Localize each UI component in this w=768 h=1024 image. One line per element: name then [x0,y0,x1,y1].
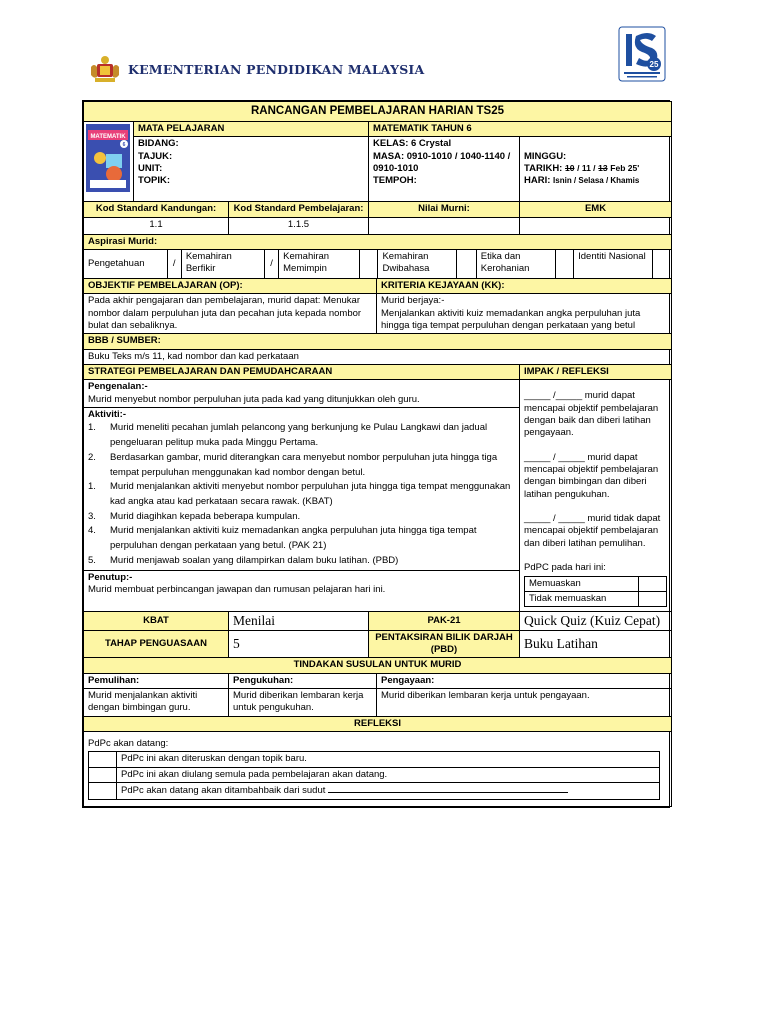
emk-value [520,217,672,234]
hari-row [524,175,667,187]
textbook-cover [84,121,134,201]
masa-label: MASA: 0910-1010 / 1040-1140 / 0910-1010 [373,150,511,174]
aspirasi-checkbox[interactable] [456,250,476,278]
minggu-label: MINGGU: [524,150,567,162]
aspirasi-item: Etika dan Kerohanian [476,250,555,278]
aspirasi-label: Aspirasi Murid: [84,234,672,249]
lesson-context [134,137,369,202]
aktiviti-num: 3. [88,510,96,522]
aspirasi-checkbox[interactable] [555,250,573,278]
aspirasi-item: Identiti Nasional [574,250,653,278]
ksk-label: Kod Standard Kandungan: [84,202,229,217]
refleksi-checkbox[interactable] [89,783,117,799]
refleksi-options [88,751,660,799]
bbm-text: Buku Teks m/s 11, kad nombor dan kad perkataan [84,349,672,364]
pdpc-label: PdPC pada hari ini: [524,562,606,574]
pemulihan-label: Pemulihan: [84,673,229,688]
aktiviti-num: 2. [88,451,96,463]
refleksi-intro: PdPc akan datang: [88,738,169,750]
aktiviti-text: Murid meneliti pecahan jumlah pelancong yang berkunjung ke Pulau Langkawi dan jadual pengeluaran pelitup muka pada Minggu Pertama. [110,422,488,449]
impak-1: _____ /_____ murid dapat mencapai objektif pembelajaran dengan baik dan diberi latihan pengayaan. [524,390,659,439]
aktiviti-item [88,510,515,525]
aktiviti-text: Murid menjalankan aktiviti kuiz memadankan angka perpuluhan juta hingga tiga tempat perpuluhan dengan perkataan yang betul. (PAK 21) [110,525,477,552]
tarikh-label: TARIKH: [524,163,563,175]
refleksi-blank-line[interactable] [328,784,568,793]
ts25-logo-icon [618,26,666,82]
jata-negara-crest-icon [88,53,122,85]
kbat-value: Menilai [229,612,369,631]
ministry-name: KEMENTERIAN PENDIDIKAN MALAYSIA [128,61,425,77]
mata-pelajaran-value: MATEMATIK TAHUN 6 [369,121,672,136]
tarikh-month: Feb 25' [610,163,640,174]
aktiviti-item [88,421,515,450]
refleksi-option-3 [117,783,660,799]
pengenalan-label: Pengenalan:- [88,381,148,393]
ksp-label: Kod Standard Pembelajaran: [229,202,369,217]
aspirasi-checkbox[interactable]: / [167,250,181,278]
pbd-value: Buku Latihan [520,630,672,658]
pak21-label: PAK-21 [369,612,520,631]
aktiviti-num: 1. [88,481,96,493]
rph-form [82,100,670,808]
aspirasi-row [84,249,672,278]
aspirasi-item: Kemahiran Dwibahasa [378,250,456,278]
kbat-label: KBAT [84,612,229,631]
kk-intro: Murid berjaya:- [381,295,445,307]
tarikh-day-c: 13 [598,163,608,174]
aktiviti-num: 1. [88,422,96,434]
form-title: RANCANGAN PEMBELAJARAN HARIAN TS25 [84,102,672,122]
impak-body [520,380,672,612]
impak-2: _____ / _____ murid dapat mencapai objektif pembelajaran dengan bimbingan dan diberi latihan pengukuhan. [524,451,659,500]
date-info [520,137,672,202]
topik-label: TOPIK: [138,175,171,187]
refleksi-option: PdPc ini akan diulang semula pada pembelajaran akan datang. [117,767,660,782]
textbook-cover-icon [86,124,130,192]
ksp-value: 1.1.5 [229,217,369,234]
emk-label: EMK [520,202,672,217]
op-text: Pada akhir pengajaran dan pembelajaran, murid dapat: Menukar nombor dalam perpuluhan juta dan pecahan juta kepada nombor bulat dan sebaliknya. [84,294,377,334]
unit-label: UNIT: [138,162,163,174]
aspirasi-checkbox[interactable]: / [264,250,278,278]
mata-pelajaran-label: MATA PELAJARAN [134,121,369,136]
op-label: OBJEKTIF PEMBELAJARAN (OP): [84,278,377,293]
aktiviti-list [88,421,515,568]
aktiviti-num: 4. [88,525,96,537]
aktiviti-block [84,408,519,571]
svg-text:MATEMATIK: MATEMATIK [90,133,126,140]
kk-cell [377,294,672,334]
aspirasi-item: Kemahiran Berfikir [181,250,264,278]
kk-text: Menjalankan aktiviti kuiz memadankan angka perpuluhan juta hingga tiga tempat perpuluhan dengan perkataan yang betul [381,307,641,331]
tarikh-day-b: / 11 / [577,163,596,174]
penutup-label: Penutup:- [88,571,133,583]
refleksi-option: PdPc ini akan diteruskan dengan topik baru. [117,752,660,767]
aktiviti-text: Murid menjawab soalan yang dilampirkan dalam buku latihan. (PBD) [110,554,399,566]
pengayaan-label: Pengayaan: [377,673,672,688]
svg-text:6: 6 [122,141,126,148]
pengenalan-text: Murid menyebut nombor perpuluhan juta pada kad yang ditunjukkan oleh guru. [88,393,420,405]
bbm-label: BBB / SUMBER: [84,334,672,349]
pengukuhan-label: Pengukuhan: [229,673,377,688]
impak-3: _____ / _____ murid tidak dapat mencapai objektif pembelajaran dan diberi latihan pemulihan. [524,513,661,549]
pbd-label: PENTAKSIRAN BILIK DARJAH (PBD) [369,630,520,658]
aktiviti-text: Murid diagihkan kepada beberapa kumpulan. [110,510,301,522]
aktiviti-item [88,451,515,480]
tahap-label: TAHAP PENGUASAAN [84,630,229,658]
aspirasi-checkbox[interactable] [360,250,378,278]
pdpc-option-checkbox[interactable] [639,591,667,606]
nilai-murni-value [369,217,520,234]
pdpc-options [524,576,667,608]
tempoh-label: TEMPOH: [373,175,417,187]
aktiviti-text: Berdasarkan gambar, murid diterangkan cara menyebut nombor perpuluhan juta hingga tiga tempat perpuluhan menggunakan kad nombor dengan betul. [110,451,498,478]
hari-label: HARI: [524,175,551,187]
pemulihan-text: Murid menjalankan aktiviti dengan bimbingan guru. [84,689,229,717]
tahap-value: 5 [229,630,369,658]
class-time [369,137,520,202]
pdpc-option-label: Memuaskan [525,576,639,591]
penutup-text: Murid membuat perbincangan jawapan dan rumusan pelajaran hari ini. [88,583,386,595]
pdpc-option-label: Tidak memuaskan [525,591,639,606]
refleksi-checkbox[interactable] [89,767,117,782]
refleksi-option: PdPc akan datang akan ditambahbaik dari sudut [121,785,326,797]
pengayaan-text: Murid diberikan lembaran kerja untuk pengayaan. [377,689,672,717]
tarikh-day-a: 10 [564,163,575,174]
tajuk-label: TAJUK: [138,150,173,162]
ksk-value: 1.1 [84,217,229,234]
aspirasi-item: Kemahiran Memimpin [279,250,360,278]
impak-label: IMPAK / REFLEKSI [520,365,672,380]
aktiviti-item [88,524,515,553]
pengenalan-block [84,380,519,408]
nilai-murni-label: Nilai Murni: [369,202,520,217]
refleksi-label: REFLEKSI [84,716,672,731]
aktiviti-label: Aktiviti:- [88,409,126,421]
kelas-label: KELAS: 6 Crystal [373,138,452,150]
pak21-value: Quick Quiz (Kuiz Cepat) [520,612,672,631]
tindakan-label: TINDAKAN SUSULAN UNTUK MURID [84,658,672,673]
refleksi-body [84,732,672,806]
aspirasi-item: Pengetahuan [84,250,167,278]
aspirasi-checkbox[interactable] [653,250,671,278]
pengukuhan-text: Murid diberikan lembaran kerja untuk pengukuhan. [229,689,377,717]
strategi-body [84,380,520,612]
strategi-label: STRATEGI PEMBELAJARAN DAN PEMUDAHCARAAN [84,365,520,380]
tarikh-row [524,163,667,175]
logo-number: 25 [649,60,659,69]
bidang-label: BIDANG: [138,138,179,150]
penutup-block [84,571,519,598]
pdpc-option-checkbox[interactable] [639,576,667,591]
refleksi-checkbox[interactable] [89,752,117,767]
kk-label: KRITERIA KEJAYAAN (KK): [377,278,672,293]
hari-value: Isnin / Selasa / Khamis [553,176,640,186]
aktiviti-num: 5. [88,554,96,566]
aktiviti-item [88,480,515,509]
aktiviti-item [88,554,515,569]
page-header [88,52,424,86]
aktiviti-text: Murid menjalankan aktiviti menyebut nombor perpuluhan juta hingga tiga tempat menggunakan kad angka atau kad perkataan secara rawak. (KBAT) [110,481,511,507]
